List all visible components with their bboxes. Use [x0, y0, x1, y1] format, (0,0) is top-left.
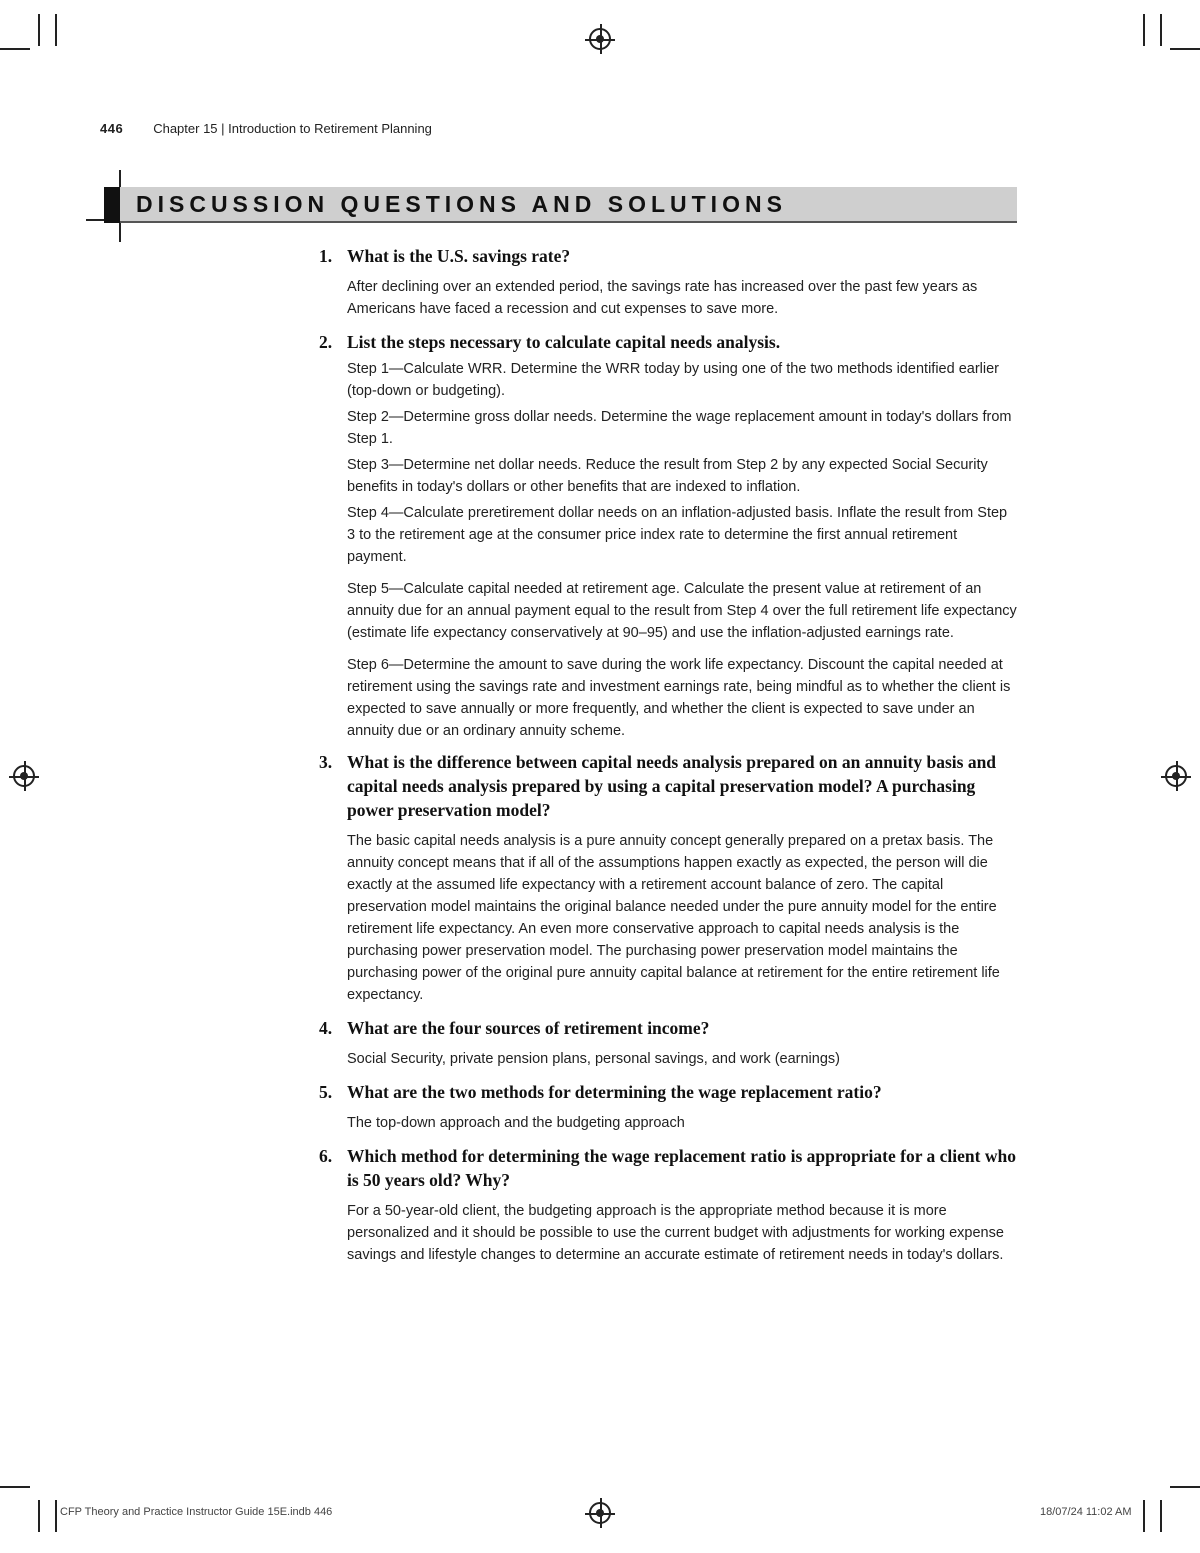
answer: Social Security, private pension plans, personal savings, and work (earnings): [347, 1051, 840, 1067]
question-number: 5.: [319, 1082, 333, 1102]
answer-step: Step 5—Calculate capital needed at retirement age. Calculate the present value at retirement of an annuity due for an annual payment equal to the result from Step 4 over the full retirement life expectancy (estimate life expectancy conservatively at 90–95) and use the inflation-adjusted earnings rate.: [347, 581, 1017, 641]
crop-mark: [1143, 1500, 1145, 1532]
answer-step: Step 4—Calculate preretirement dollar needs on an inflation-adjusted basis. Inflate the result from Step 3 to the retirement age at the consumer price index rate to determine the first annual retirement payment.: [347, 505, 1008, 565]
qa-list: [319, 244, 1019, 1276]
banner-accent-bar: [104, 187, 120, 223]
crop-mark: [1160, 14, 1162, 46]
question-number: 3.: [319, 752, 333, 772]
running-head: [100, 121, 432, 136]
crop-mark: [0, 1486, 30, 1488]
question-number: 4.: [319, 1018, 333, 1038]
question-text: List the steps necessary to calculate capital needs analysis.: [347, 332, 781, 352]
crop-mark: [38, 1500, 40, 1532]
question-text: Which method for determining the wage replacement ratio is appropriate for a client who is 50 years old? Why?: [347, 1146, 1016, 1190]
registration-mark-icon: [13, 765, 35, 787]
answer-step: Step 3—Determine net dollar needs. Reduce the result from Step 2 by any expected Social Security benefits in today's dollars or other benefits that are indexed to inflation.: [347, 457, 988, 495]
question: [319, 1144, 1019, 1192]
question-text: What are the four sources of retirement income?: [347, 1018, 710, 1038]
question: [319, 750, 1019, 822]
registration-mark-icon: [589, 28, 611, 50]
answer: The top-down approach and the budgeting approach: [347, 1115, 685, 1131]
question: [319, 244, 1019, 268]
question-number: 2.: [319, 332, 333, 352]
question: [319, 1080, 1019, 1104]
section-title: DISCUSSION QUESTIONS AND SOLUTIONS: [136, 191, 787, 217]
answer: For a 50-year-old client, the budgeting approach is the appropriate method because it is more personalized and it should be possible to use the current budget with adjustments for working expense savings and lifestyle changes to determine an accurate estimate of retirement needs in today's dollars.: [347, 1203, 1004, 1263]
registration-mark-icon: [589, 1502, 611, 1524]
crop-mark: [1143, 14, 1145, 46]
question-number: 1.: [319, 246, 333, 266]
answer-step: Step 1—Calculate WRR. Determine the WRR today by using one of the two methods identified earlier (top-down or budgeting).: [347, 361, 1000, 399]
footer-timestamp: 18/07/24 11:02 AM: [1040, 1506, 1132, 1518]
page-number: 446: [100, 121, 124, 136]
question-text: What is the U.S. savings rate?: [347, 246, 571, 266]
crop-mark: [1160, 1500, 1162, 1532]
crop-mark: [0, 48, 30, 50]
footer-file-slug: CFP Theory and Practice Instructor Guide 15E.indb 446: [60, 1506, 333, 1518]
answer-step: Step 2—Determine gross dollar needs. Determine the wage replacement amount in today's dollars from Step 1.: [347, 409, 1012, 447]
answer: After declining over an extended period, the savings rate has increased over the past few years as Americans have faced a recession and cut expenses to save more.: [347, 279, 978, 317]
question: [319, 330, 1019, 354]
question-text: What are the two methods for determining the wage replacement ratio?: [347, 1082, 882, 1102]
crop-mark: [55, 1500, 57, 1532]
question-text: What is the difference between capital needs analysis prepared on an annuity basis and capital needs analysis prepared by using a capital preservation model? A purchasing power preservation model?: [347, 752, 997, 820]
registration-mark-icon: [1165, 765, 1187, 787]
crop-mark: [1170, 48, 1200, 50]
crop-mark: [1170, 1486, 1200, 1488]
crop-mark: [55, 14, 57, 46]
answer-step: Step 6—Determine the amount to save during the work life expectancy. Discount the capital needed at retirement using the savings rate and investment earnings rate, being mindful as to whether the client is expected to save annually or more frequently, and whether the client is expected to save under an annuity due or an ordinary annuity scheme.: [347, 657, 1011, 739]
question-number: 6.: [319, 1146, 333, 1166]
answer: The basic capital needs analysis is a pure annuity concept generally prepared on a pretax basis. The annuity concept means that if all of the assumptions happen exactly as expected, the person will die exactly at the assumed life expectancy with a retirement account balance of zero. The capital preservation model maintains the original balance needed under the pure annuity model for the entire retirement life expectancy. An even more conservative approach to capital needs analysis is the purchasing power preservation model. The purchasing power preservation model maintains the purchasing power of the original pure annuity capital balance at retirement for the entire retirement life expectancy.: [347, 833, 1000, 1003]
running-title: Chapter 15 | Introduction to Retirement Planning: [153, 121, 432, 136]
crop-mark: [38, 14, 40, 46]
question: [319, 1016, 1019, 1040]
